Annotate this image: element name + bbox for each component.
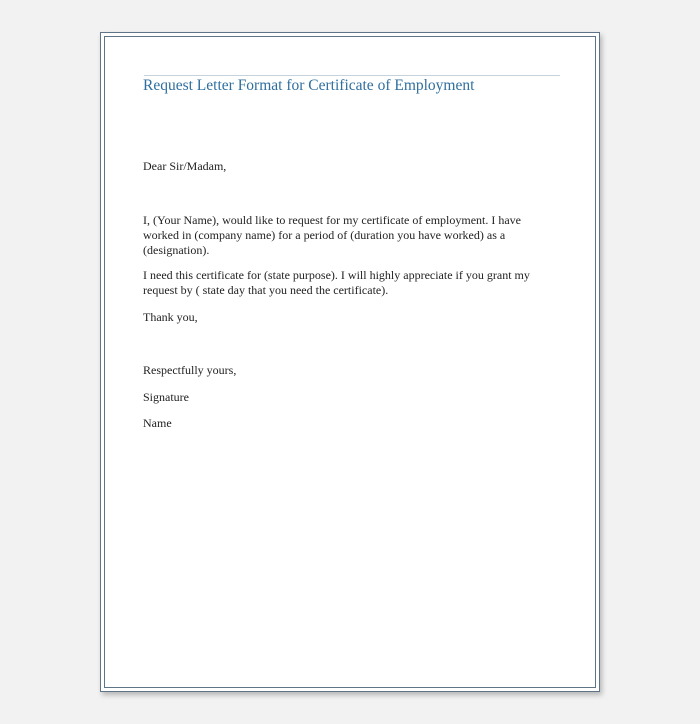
letter-signoff: Respectfully yours, (143, 363, 237, 377)
letter-paragraph-1: I, (Your Name), would like to request for my certificate of employment. I have worked in (company name) for a period of (duration you have worked) as a (designation). (143, 213, 521, 257)
letter-paragraph-2: I need this certificate for (state purpose). I will highly appreciate if you grant my request by ( state day that you need the certificate). (143, 268, 530, 297)
letter-closing: Thank you, (143, 310, 198, 324)
document-title: Request Letter Format for Certificate of Employment (143, 77, 475, 94)
page-border (104, 36, 596, 688)
signature-label: Signature (143, 390, 189, 404)
name-label: Name (143, 416, 172, 430)
letter-greeting: Dear Sir/Madam, (143, 159, 227, 173)
letter-page (100, 32, 600, 692)
